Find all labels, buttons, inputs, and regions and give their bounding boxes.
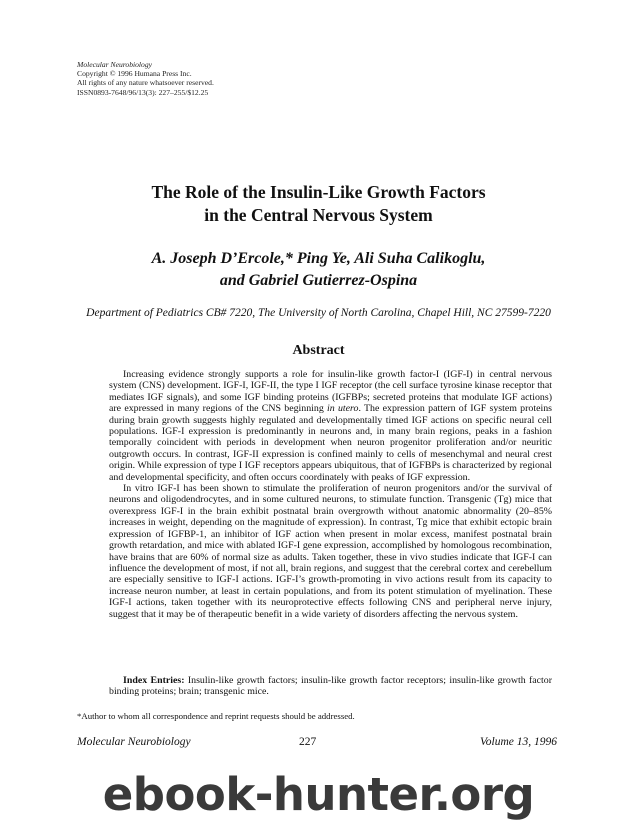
authors-line-2: and Gabriel Gutierrez-Ospina xyxy=(219,272,418,289)
rights-line: All rights of any nature whatsoever reserved. xyxy=(77,78,214,88)
issn-line: ISSN0893-7648/96/13(3): 227–255/$12.25 xyxy=(77,87,209,97)
abstract-p1-start: Increasing evidence strongly supports a role for insulin-like growth factor-I (IGF-I) in central nervous system (CNS) development. IGF-I, IGF-II, the type I IGF receptor (the cell surface tyrosine kinase receptor that mediates IGF signals), and some IGF binding proteins (IGFBPs; secreted proteins that modulate IGF actions) are expressed in many regions of the CNS beginning xyxy=(109,369,552,415)
abstract-paragraph-1 xyxy=(109,369,552,483)
affiliation: Department of Pediatrics CB# 7220, The University of North Carolina, Chapel Hill, NC 27599-7220 xyxy=(86,307,551,319)
authors-line-1: A. Joseph D’Ercole,* Ping Ye, Ali Suha Calikoglu, xyxy=(151,250,486,267)
article-title xyxy=(60,181,577,227)
page-footer xyxy=(77,735,557,749)
watermark-banner: ebook-hunter.org xyxy=(102,768,535,821)
title-line-1: The Role of the Insulin-Like Growth Factors xyxy=(151,182,486,202)
abstract-p1-end: . The expression pattern of IGF system proteins during brain growth suggests highly regulated and developmentally timed IGF actions on specific neural cell populations. IGF-I expression is predominantly in neurons and, in many brain regions, peaks in a fashion temporally coincident with periods in development when neuron progenitor proliferation and/or neuritic outgrowth occurs. In contrast, IGF-II expression is confined mainly to cells of mesenchymal and neural crest origin. While expression of type I IGF receptors appears ubiquitous, that of IGFBPs is characterized by regional and developmental specificity, and often occurs coordinately with peaks of IGF expression. xyxy=(109,403,552,483)
index-entries-label: Index Entries: xyxy=(123,675,185,686)
abstract-paragraph-2: In vitro IGF-I has been shown to stimulate the proliferation of neuron progenitors and/or the survival of neurons and oligodendrocytes, and in some cultured neurons, to stimulate function. Transgenic (Tg) mice that overexpress IGF-I in the brain exhibit postnatal brain overgrowth without anatomic abnormality (20–85% increases in weight, depending on the magnitude of expression). In contrast, Tg mice that exhibit ectopic brain expression of IGFBP-1, an inhibitor of IGF action when present in molar excess, manifest postnatal brain growth retardation, and mice with ablated IGF-I gene expression, accomplished by homologous recombination, have brains that are 60% of normal size as adults. Taken together, these in vivo studies indicate that IGF-I can influence the development of most, if not all, brain regions, and suggest that the cerebral cortex and cerebellum are especially sensitive to IGF-I actions. IGF-I’s growth-promoting in vivo actions result from its capacity to increase neuron number, at least in certain populations, and from its potent stimulation of myelination. These IGF-I actions, taken together with its neuroprotective effects following CNS and peripheral nerve injury, suggest that it may be of therapeutic benefit in a wide variety of disorders affecting the nervous system. xyxy=(109,483,552,620)
corresponding-author-footnote: *Author to whom all correspondence and reprint requests should be addressed. xyxy=(77,711,355,721)
footer-journal: Molecular Neurobiology xyxy=(77,736,191,748)
index-entries xyxy=(109,675,552,698)
publication-info xyxy=(77,60,377,97)
copyright-line: Copyright © 1996 Humana Press Inc. xyxy=(77,69,192,79)
journal-name: Molecular Neurobiology xyxy=(77,60,153,69)
footer-page-number: 227 xyxy=(299,736,317,748)
abstract-p1-italic: in utero xyxy=(327,403,359,415)
index-entries-text: Insulin-like growth factors; insulin-like growth factor receptors; insulin-like growth factor binding proteins; brain; transgenic mice. xyxy=(109,675,553,698)
abstract-heading: Abstract xyxy=(292,343,345,358)
author-list xyxy=(60,248,577,292)
abstract-body xyxy=(109,369,552,620)
title-line-2: in the Central Nervous System xyxy=(204,205,433,225)
footer-volume: Volume 13, 1996 xyxy=(480,736,557,748)
